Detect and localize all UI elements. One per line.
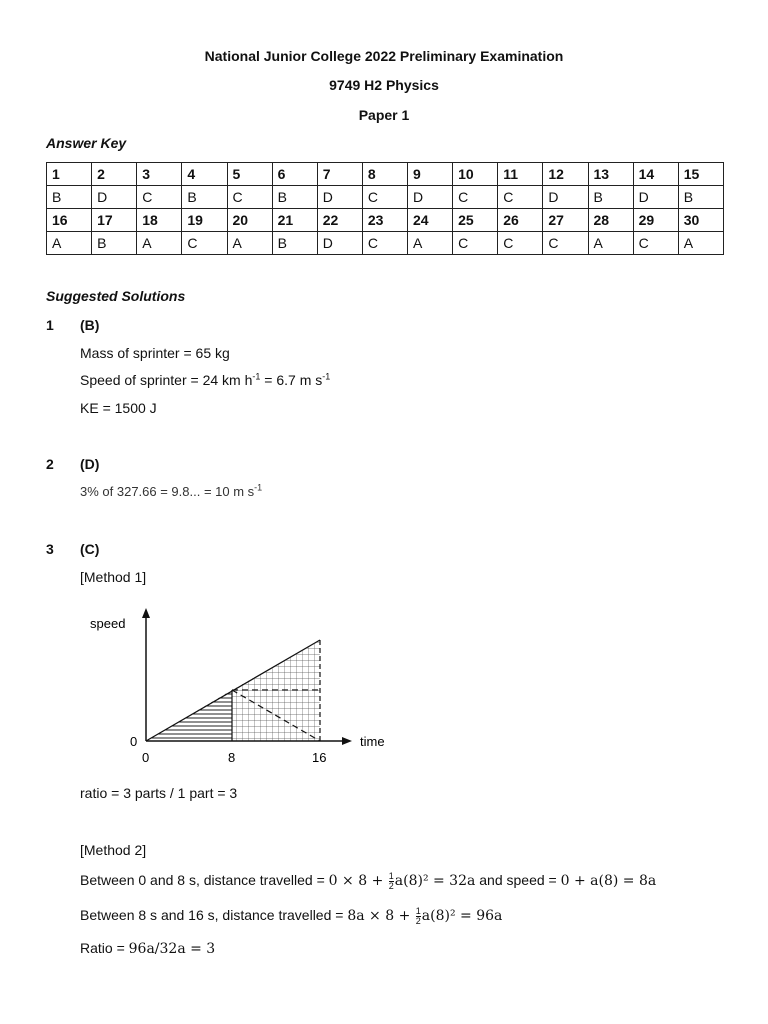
method-label: [Method 2] [80,842,147,858]
question-number-cell: 20 [227,209,272,232]
answer-cell: D [317,186,362,209]
x-axis-label: time [360,734,385,749]
question-number-cell: 9 [408,163,453,186]
solutions-heading: Suggested Solutions [46,288,186,304]
paper-label: Paper 1 [358,107,410,123]
question-number-cell: 21 [272,209,317,232]
answer-cell: C [543,232,588,255]
answer-key-number-row [47,163,724,186]
answer-key-number-row [47,209,724,232]
answer-cell: B [588,186,633,209]
question-number-cell: 25 [453,209,498,232]
answer-cell: C [137,186,182,209]
y-axis-arrow [142,608,150,618]
y-origin-label: 0 [130,734,138,749]
answer-key-answer-row [47,232,724,255]
answer-cell: C [453,186,498,209]
answer-cell: B [92,232,137,255]
question-number-cell: 28 [588,209,633,232]
solution-line: Speed of sprinter = 24 km $h^{-1} = 6.7$ m $s^{-1}$ [80,371,331,388]
answer-cell: A [137,232,182,255]
question-number-cell: 15 [678,163,723,186]
answer-cell: B [678,186,723,209]
answer-cell: C [362,186,407,209]
question-number-cell: 8 [362,163,407,186]
question-number-cell: 14 [633,163,678,186]
question-number-cell: 12 [543,163,588,186]
answer-cell: B [272,186,317,209]
answer-key-table [46,162,724,255]
x-axis-arrow [342,737,352,745]
question-number-cell: 19 [182,209,227,232]
question-answer: (D) [80,456,100,472]
question-number-cell: 27 [543,209,588,232]
question-number-cell: 3 [137,163,182,186]
y-axis-label: speed [90,616,126,631]
answer-cell: D [408,186,453,209]
answer-cell: C [498,186,543,209]
answer-cell: A [408,232,453,255]
answer-cell: D [543,186,588,209]
question-answer: (B) [80,317,100,333]
answer-key-heading: Answer Key [46,135,127,151]
question-number-cell: 17 [92,209,137,232]
answer-cell: B [272,232,317,255]
question-number-cell: 18 [137,209,182,232]
method2-line-1: Between 0 and 8 s, distance travelled = 0 × 8 + $\frac{1}{2}$ a(8)² = 32a and speed = 0 + a(8) = 8a [80,871,657,891]
question-number-cell: 2 [92,163,137,186]
question-number-cell: 22 [317,209,362,232]
question-number-cell: 1 [47,163,92,186]
document-title: National Junior College 2022 Preliminary Examination [204,48,564,64]
answer-cell: D [633,186,678,209]
answer-cell: C [362,232,407,255]
answer-cell: A [678,232,723,255]
question-number: 1 [46,317,54,333]
question-number-cell: 23 [362,209,407,232]
method2-line-2: Between 8 s and 16 s, distance travelled = 8a × 8 + $\frac{1}{2}$ a(8)² = 96a [80,906,503,926]
answer-cell: B [47,186,92,209]
answer-cell: A [47,232,92,255]
answer-cell: C [453,232,498,255]
answer-cell: C [498,232,543,255]
ratio-line: ratio = 3 parts / 1 part = 3 [80,785,238,801]
question-number-cell: 30 [678,209,723,232]
x-tick-label: 16 [312,750,327,765]
solution-line: KE = 1500 J [80,400,157,416]
question-number-cell: 7 [317,163,362,186]
question-number-cell: 10 [453,163,498,186]
answer-cell: C [182,232,227,255]
answer-cell: D [92,186,137,209]
answer-cell: D [317,232,362,255]
answer-cell: A [588,232,633,255]
solution-line: 3% of 327.66 = 9.8... = 10 m $s^{-1}$ [80,482,263,499]
method-label: [Method 1] [80,569,147,585]
question-number-cell: 11 [498,163,543,186]
question-number: 2 [46,456,54,472]
question-number-cell: 29 [633,209,678,232]
answer-cell: A [227,232,272,255]
question-number: 3 [46,541,54,557]
speed-time-graph [80,600,400,770]
question-number-cell: 5 [227,163,272,186]
x-tick-label: 0 [142,750,150,765]
solution-line: Mass of sprinter = 65 kg [80,345,230,361]
answer-cell: C [633,232,678,255]
question-answer: (C) [80,541,100,557]
answer-key-answer-row [47,186,724,209]
document-subtitle: 9749 H2 Physics [329,77,439,93]
question-number-cell: 26 [498,209,543,232]
answer-cell: C [227,186,272,209]
question-number-cell: 13 [588,163,633,186]
question-number-cell: 6 [272,163,317,186]
x-tick-label: 8 [228,750,236,765]
answer-cell: B [182,186,227,209]
question-number-cell: 24 [408,209,453,232]
question-number-cell: 16 [47,209,92,232]
method2-line-3: Ratio = 96a/32a = 3 [80,940,216,957]
question-number-cell: 4 [182,163,227,186]
